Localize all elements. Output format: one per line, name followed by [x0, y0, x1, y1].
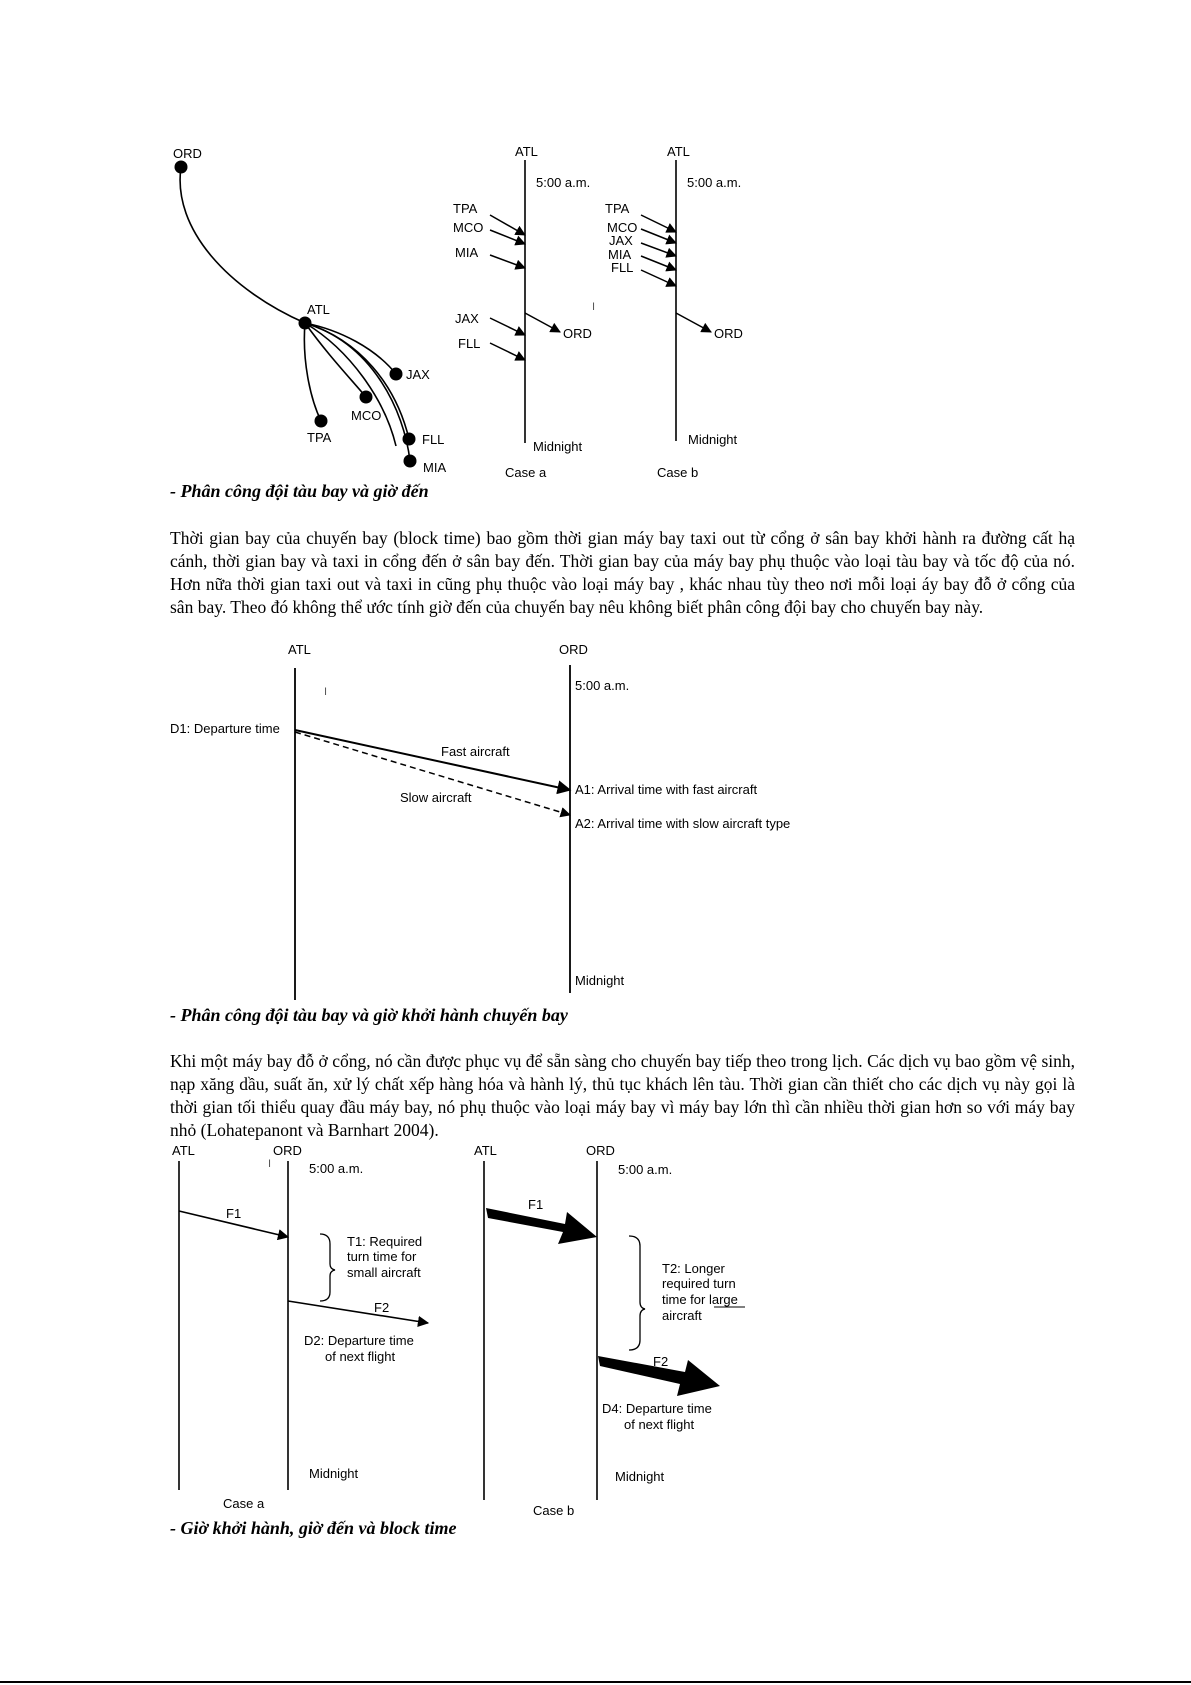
- start-time: 5:00 a.m.: [575, 678, 630, 693]
- arrow-jax: [490, 318, 525, 335]
- route-ord-atl: [180, 167, 305, 323]
- figure3-caption: - Giờ khởi hành, giờ đến và block time: [170, 1518, 457, 1538]
- node-atl: [299, 317, 312, 330]
- turn-time-label: T1: Required: [347, 1234, 423, 1249]
- ord-label: ORD: [273, 1143, 302, 1158]
- turn-time-brace: [629, 1236, 645, 1350]
- turn-time-label: small aircraft: [347, 1265, 421, 1280]
- route-atl-mco: [305, 323, 366, 397]
- node-jax: [390, 368, 403, 381]
- arrival-arrows: [490, 215, 525, 360]
- arrow-ord-departure: [525, 313, 560, 332]
- timeline-end-time: Midnight: [688, 432, 738, 447]
- text-cursor-icon: I: [268, 1158, 272, 1170]
- text-cursor-icon: I: [324, 686, 328, 698]
- end-time: Midnight: [575, 973, 625, 988]
- label-mia: MIA: [423, 460, 447, 475]
- turn-time-label: required turn: [662, 1276, 736, 1291]
- origin-label: ATL: [288, 642, 311, 657]
- node-tpa: [315, 415, 328, 428]
- ord-label: ORD: [586, 1143, 615, 1158]
- turn-time-case-a: [172, 1143, 428, 1511]
- turn-time-label: aircraft: [662, 1308, 702, 1323]
- departure-next-label: of next flight: [325, 1349, 396, 1364]
- departure-label: ORD: [563, 326, 592, 341]
- arrival-label: MIA: [608, 247, 632, 262]
- turn-time-label: turn time for: [347, 1249, 417, 1264]
- arrow-fll: [490, 343, 525, 360]
- arrival-label: JAX: [609, 233, 633, 248]
- turn-time-label: time for large: [662, 1292, 738, 1307]
- departure-label: ORD: [714, 326, 743, 341]
- turn-time-brace: [320, 1234, 335, 1301]
- atl-label: ATL: [172, 1143, 195, 1158]
- route-atl-jax: [305, 323, 396, 374]
- departure-time-label: D1: Departure time: [170, 721, 280, 736]
- flight-f2-label: F2: [653, 1354, 669, 1369]
- label-jax: JAX: [406, 367, 430, 382]
- departure-next-label: D2: Departure time: [304, 1333, 414, 1348]
- turn-time-label: T2: Longer: [662, 1261, 725, 1276]
- page-bottom-rule: [0, 1681, 1191, 1683]
- destination-label: ORD: [559, 642, 588, 657]
- case-label: Case b: [657, 465, 699, 480]
- arrival-label: TPA: [605, 201, 630, 216]
- timeline-start-time: 5:00 a.m.: [687, 175, 742, 190]
- atl-label: ATL: [474, 1143, 497, 1158]
- figure2-caption: - Phân công đội tàu bay và giờ khởi hành chuyến bay: [170, 1005, 568, 1025]
- start-time: 5:00 a.m.: [309, 1161, 364, 1176]
- paragraph-block-time: Thời gian bay của chuyến bay (block time) bao gồm thời gian máy bay taxi out từ cổng ở sân bay khởi hành ra đường cất hạ cánh, thời gian bay và taxi in cổng đến ở sân bay đến. Thời gian bay của máy bay phụ thuộc vào loại tàu bay và tốc độ của nó. Hơn nữa thời gian taxi out và taxi in cũng phụ thuộc vào loại máy bay , khác nhau tùy theo nơi mỗi loại áy bay đỗ ở cổng của sân bay. Theo đó không thể ước tính giờ đến của chuyến bay nêu không biết phân công đội bay cho chuyến bay này.: [170, 528, 1075, 617]
- text-cursor-icon: I: [592, 301, 596, 313]
- arrival-arrows: [641, 215, 676, 286]
- label-mco: MCO: [351, 408, 382, 423]
- departure-arrival-diagram: [170, 642, 790, 1000]
- label-fll: FLL: [422, 432, 445, 447]
- paragraph-turn-time: Khi một máy bay đỗ ở cổng, nó cần được phục vụ để sẵn sàng cho chuyến bay tiếp theo trong lịch. Các dịch vụ bao gồm vệ sinh, nạp xăng dầu, suất ăn, xử lý chất xếp hàng hóa và hành lý, thủ tục khách lên tàu. Thời gian cần thiết cho các dịch vụ này gọi là thời gian tối thiểu quay đầu máy bay, nó phụ thuộc vào loại máy bay vì máy bay lớn thì cần nhiều thời gian hơn so với máy bay nhỏ (Lohatepanont và Barnhart 2004).: [170, 1051, 1075, 1140]
- case-label: Case b: [533, 1503, 575, 1518]
- flight-f2-arrow: [288, 1301, 428, 1323]
- arrow-mco: [641, 229, 676, 243]
- arrival-slow-label: A2: Arrival time with slow aircraft type: [575, 816, 791, 831]
- end-time: Midnight: [309, 1466, 359, 1481]
- timeline-start-time: 5:00 a.m.: [536, 175, 591, 190]
- case-label: Case a: [223, 1496, 265, 1511]
- arrow-tpa: [641, 215, 676, 232]
- arrow-mia: [641, 256, 676, 270]
- label-tpa: TPA: [307, 430, 332, 445]
- node-mco: [360, 391, 373, 404]
- slow-aircraft-label: Slow aircraft: [400, 790, 472, 805]
- flight-f1-label: F1: [528, 1197, 544, 1212]
- timeline-end-time: Midnight: [533, 439, 583, 454]
- label-atl: ATL: [307, 302, 330, 317]
- arrival-label: FLL: [611, 260, 634, 275]
- timeline-case-b: [605, 144, 743, 480]
- node-mia: [404, 455, 417, 468]
- fast-aircraft-label: Fast aircraft: [441, 744, 510, 759]
- label-ord: ORD: [173, 146, 202, 161]
- arrival-label: MIA: [455, 245, 479, 260]
- node-fll: [403, 433, 416, 446]
- arrival-label: JAX: [455, 311, 479, 326]
- arrival-fast-label: A1: Arrival time with fast aircraft: [575, 782, 758, 797]
- start-time: 5:00 a.m.: [618, 1162, 673, 1177]
- route-map: [173, 146, 446, 475]
- flight-f1-thick-arrow: [486, 1208, 597, 1244]
- fast-aircraft-arrow: [295, 730, 570, 790]
- timeline-hub-label: ATL: [667, 144, 690, 159]
- flight-f1-label: F1: [226, 1206, 242, 1221]
- turn-time-case-b: [474, 1143, 745, 1518]
- arrow-ord-departure: [676, 313, 711, 332]
- flight-f2-label: F2: [374, 1300, 390, 1315]
- arrival-label: TPA: [453, 201, 478, 216]
- arrival-label: FLL: [458, 336, 481, 351]
- arrow-fll: [641, 270, 676, 286]
- case-label: Case a: [505, 465, 547, 480]
- arrow-mia: [490, 255, 525, 268]
- arrow-jax: [641, 243, 676, 256]
- timeline-hub-label: ATL: [515, 144, 538, 159]
- timeline-case-a: [453, 144, 592, 480]
- end-time: Midnight: [615, 1469, 665, 1484]
- departure-next-label: D4: Departure time: [602, 1401, 712, 1416]
- figure1-caption: - Phân công đội tàu bay và giờ đến: [170, 481, 429, 501]
- node-ord: [175, 161, 188, 174]
- departure-next-label: of next flight: [624, 1417, 695, 1432]
- route-atl-tpa: [304, 323, 321, 421]
- arrival-label: MCO: [607, 220, 638, 235]
- arrival-label: MCO: [453, 220, 484, 235]
